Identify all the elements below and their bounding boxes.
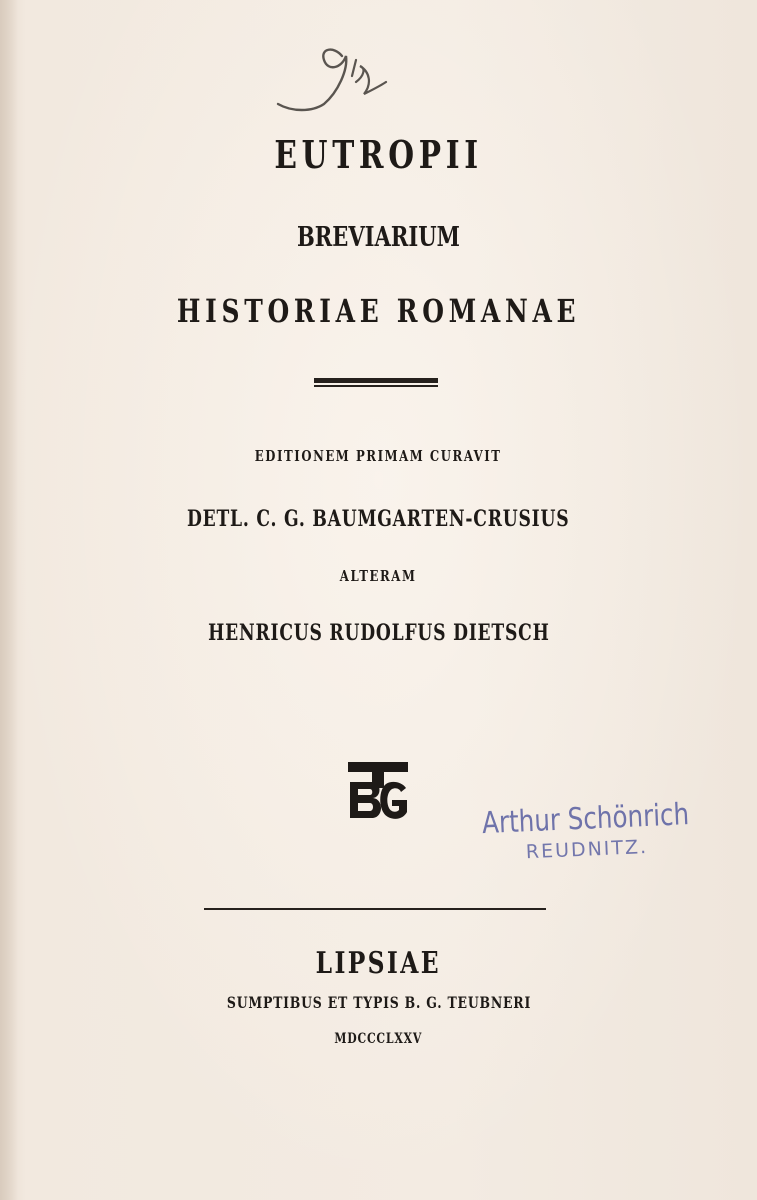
teubner-monogram-icon xyxy=(346,760,410,822)
imprint-year: MDCCCLXXV xyxy=(334,1031,423,1047)
title-breviarium: BREVIARIUM xyxy=(297,222,460,253)
editor-note-first: EDITIONEM PRIMAM CURAVIT xyxy=(255,447,502,465)
stamp-owner-place: REUDNITZ. xyxy=(525,835,649,864)
title-author: EUTROPII xyxy=(274,132,483,177)
page-gutter-shadow xyxy=(0,0,18,1200)
title-historiae-romanae: HISTORIAE ROMANAE xyxy=(176,292,581,330)
stamp-owner-name: Arthur Schönrich xyxy=(481,797,690,842)
ownership-stamp xyxy=(440,795,733,888)
editor-note-second: ALTERAM xyxy=(340,567,417,585)
single-rule-divider xyxy=(204,908,546,910)
imprint-place: LIPSIAE xyxy=(315,946,442,981)
editor-second: HENRICUS RUDOLFUS DIETSCH xyxy=(207,620,550,646)
double-rule-divider xyxy=(314,378,438,388)
imprint-publisher: SUMPTIBUS ET TYPIS B. G. TEUBNERI xyxy=(226,993,531,1012)
editor-first: DETL. C. G. BAUMGARTEN-CRUSIUS xyxy=(187,506,570,532)
pencil-annotation xyxy=(272,42,412,122)
